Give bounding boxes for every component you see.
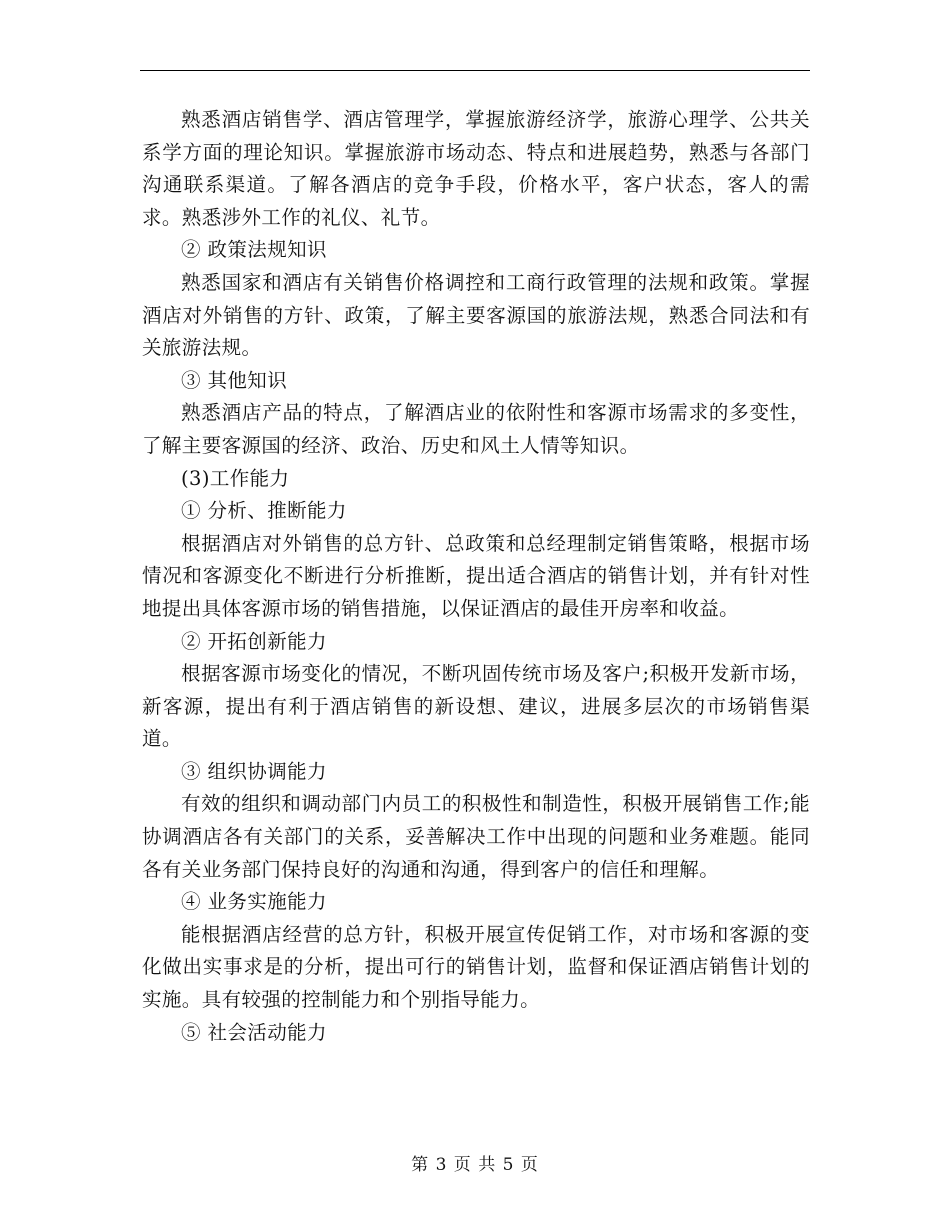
paragraph-innovation-ability: 根据客源市场变化的情况，不断巩固传统市场及客户;积极开发新市场，新客源，提出有利于酒店销售的新设想、建议，进展多层次的市场销售渠道。 <box>142 662 810 751</box>
heading-policy-knowledge: ② 政策法规知识 <box>181 238 327 262</box>
heading-coordination-ability: ③ 组织协调能力 <box>181 759 327 783</box>
heading-implementation-ability: ④ 业务实施能力 <box>181 890 327 914</box>
page-number: 第 3 页 共 5 页 <box>411 1155 539 1175</box>
heading-analysis-ability: ① 分析、推断能力 <box>181 499 347 523</box>
paragraph-other-knowledge: 熟悉酒店产品的特点，了解酒店业的依附性和客源市场需求的多变性，了解主要客源国的经济、政治、历史和风土人情等知识。 <box>142 401 810 457</box>
paragraph-analysis-ability: 根据酒店对外销售的总方针、总政策和总经理制定销售策略，根据市场情况和客源变化不断进行分析推断，提出适合酒店的销售计划，并有针对性地提出具体客源市场的销售措施，以保证酒店的最佳开房率和收益。 <box>142 531 810 620</box>
document-body <box>142 104 810 1049</box>
heading-work-ability: (3)工作能力 <box>181 466 290 490</box>
heading-social-ability: ⑤ 社会活动能力 <box>181 1020 327 1044</box>
paragraph-coordination-ability: 有效的组织和调动部门内员工的积极性和制造性，积极开展销售工作;能协调酒店各有关部门的关系，妥善解决工作中出现的问题和业务难题。能同各有关业务部门保持良好的沟通和沟通，得到客户的信任和理解。 <box>142 792 810 881</box>
heading-other-knowledge: ③ 其他知识 <box>181 368 288 392</box>
heading-innovation-ability: ② 开拓创新能力 <box>181 629 327 653</box>
header-rule <box>140 70 810 71</box>
paragraph-theory-knowledge: 熟悉酒店销售学、酒店管理学，掌握旅游经济学，旅游心理学、公共关系学方面的理论知识。掌握旅游市场动态、特点和进展趋势，熟悉与各部门沟通联系渠道。了解各酒店的竞争手段，价格水平，客户状态，客人的需求。熟悉涉外工作的礼仪、礼节。 <box>142 108 810 229</box>
paragraph-policy-knowledge: 熟悉国家和酒店有关销售价格调控和工商行政管理的法规和政策。掌握酒店对外销售的方针、政策，了解主要客源国的旅游法规，熟悉合同法和有关旅游法规。 <box>142 270 810 360</box>
paragraph-implementation-ability: 能根据酒店经营的总方针，积极开展宣传促销工作，对市场和客源的变化做出实事求是的分析，提出可行的销售计划，监督和保证酒店销售计划的实施。具有较强的控制能力和个别指导能力。 <box>142 922 810 1012</box>
